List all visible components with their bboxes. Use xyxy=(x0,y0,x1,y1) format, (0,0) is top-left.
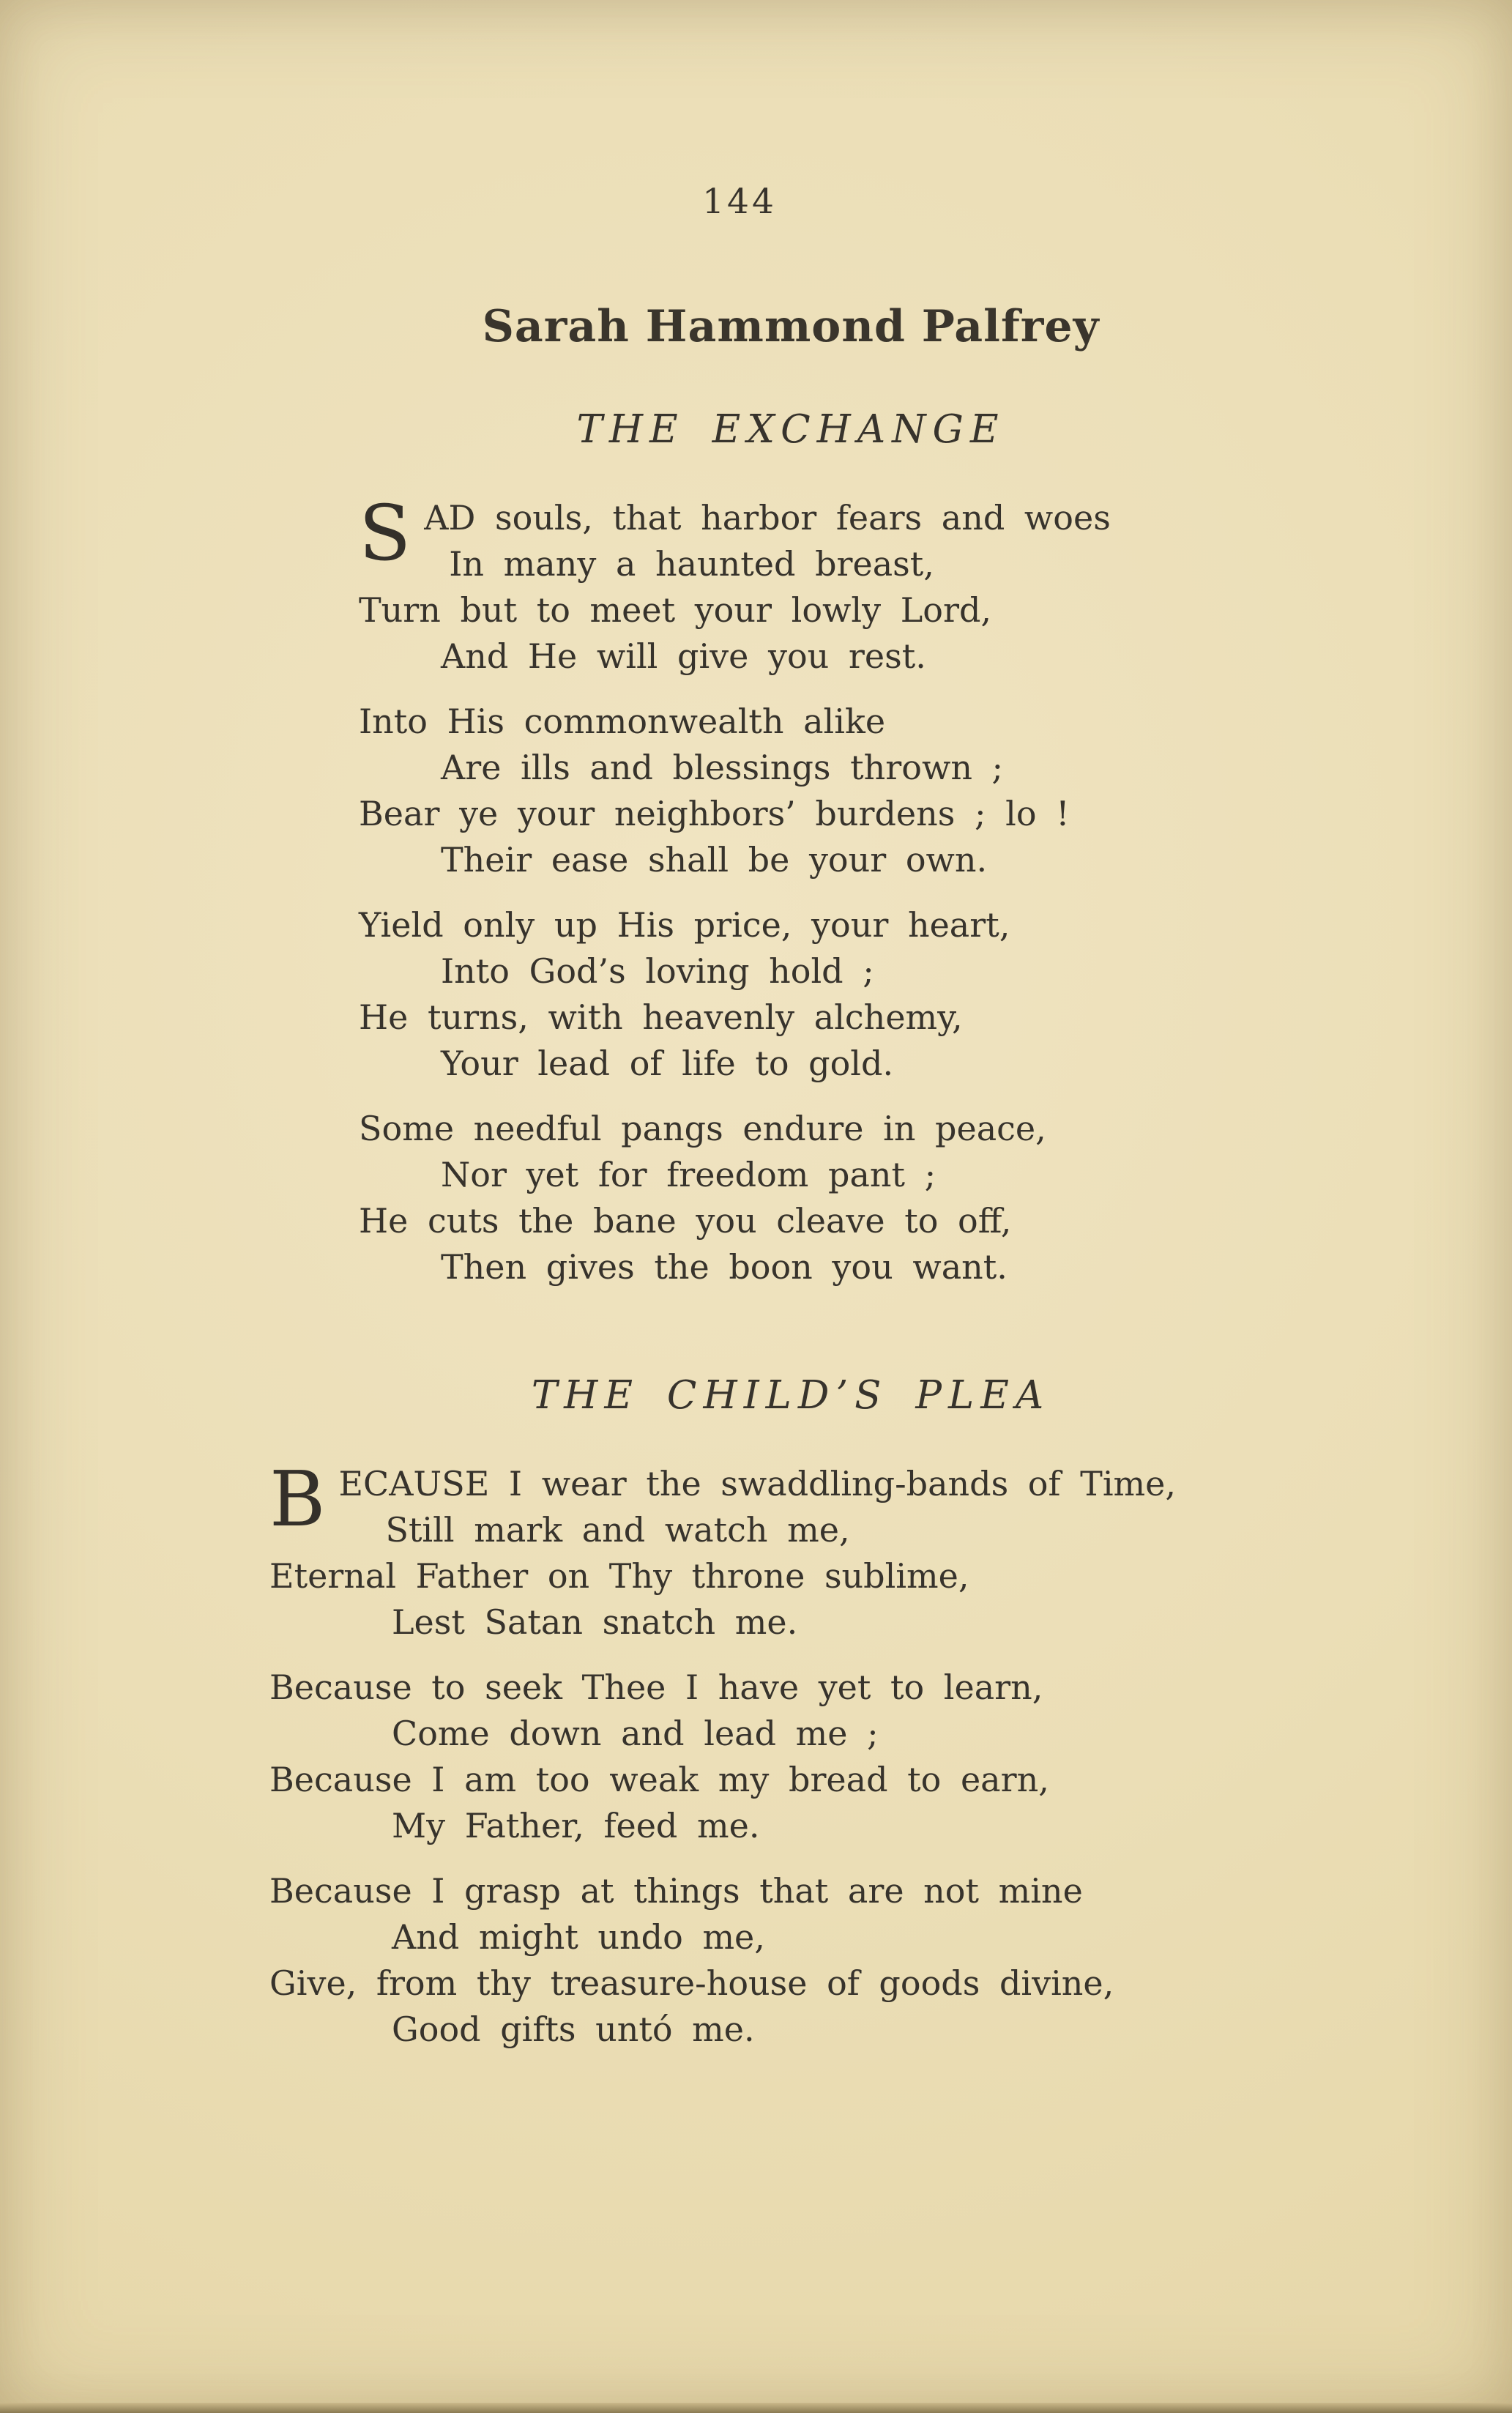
poem-line: Are ills and blessings thrown ; xyxy=(441,748,1004,787)
poem-line: ECAUSE I wear the swaddling-bands of Time, xyxy=(338,1464,1177,1503)
stanza xyxy=(359,902,1340,1087)
poem-line: Good gifts untó me. xyxy=(392,2009,755,2049)
author-heading: Sarah Hammond Palfrey xyxy=(482,301,1100,352)
poem-line: Bear ye your neighbors’ burdens ; lo ! xyxy=(359,794,1070,833)
stanza xyxy=(269,1665,1340,1849)
poem-line: In many a haunted breast, xyxy=(449,544,934,584)
poem-line: Their ease shall be your own. xyxy=(441,840,988,880)
poem-body xyxy=(242,1454,1340,2053)
page-number: 144 xyxy=(702,182,777,222)
book-page xyxy=(242,0,1340,2053)
poem-title: THE CHILD’S PLEA xyxy=(531,1373,1051,1418)
poem-line: Come down and lead me ; xyxy=(392,1714,879,1753)
dropcap: S xyxy=(359,488,411,578)
stanza xyxy=(359,1106,1340,1290)
poem-body xyxy=(242,488,1340,1290)
poem-line: Eternal Father on Thy throne sublime, xyxy=(269,1556,969,1596)
poem-line: Still mark and watch me, xyxy=(385,1510,850,1550)
poem-line: Nor yet for freedom pant ; xyxy=(441,1155,936,1194)
poem-title: THE EXCHANGE xyxy=(576,407,1005,452)
poem-line: My Father, feed me. xyxy=(392,1806,760,1845)
poem-line: Give, from thy treasure-house of goods divine, xyxy=(269,1963,1114,2003)
poem-line: AD souls, that harbor fears and woes xyxy=(424,498,1111,538)
poem-line: Some needful pangs endure in peace, xyxy=(359,1109,1046,1148)
poem-line: Your lead of life to gold. xyxy=(441,1044,894,1083)
page-bottom-edge xyxy=(0,2403,1512,2413)
poem-line: Because I grasp at things that are not mine xyxy=(269,1871,1083,1911)
poem-line: He turns, with heavenly alchemy, xyxy=(359,997,963,1037)
stanza xyxy=(359,488,1340,680)
poem-line: And He will give you rest. xyxy=(441,636,926,676)
poem-line: Then gives the boon you want. xyxy=(441,1247,1008,1287)
poem-the-exchange xyxy=(242,406,1340,1290)
poem-line: Lest Satan snatch me. xyxy=(392,1602,798,1642)
poem-line: And might undo me, xyxy=(392,1917,765,1957)
stanza xyxy=(359,699,1340,883)
stanza xyxy=(269,1868,1340,2053)
poem-line: Because to seek Thee I have yet to learn, xyxy=(269,1667,1043,1707)
stanza xyxy=(269,1454,1340,1646)
poem-line: Into God’s loving hold ; xyxy=(441,951,874,991)
poem-line: He cuts the bane you cleave to off, xyxy=(359,1201,1012,1241)
poem-line: Turn but to meet your lowly Lord, xyxy=(359,590,992,630)
dropcap: B xyxy=(269,1454,326,1544)
poem-the-childs-plea xyxy=(242,1372,1340,2053)
poem-line: Because I am too weak my bread to earn, xyxy=(269,1760,1049,1799)
poem-line: Into His commonwealth alike xyxy=(359,702,886,741)
poem-line: Yield only up His price, your heart, xyxy=(359,905,1010,945)
